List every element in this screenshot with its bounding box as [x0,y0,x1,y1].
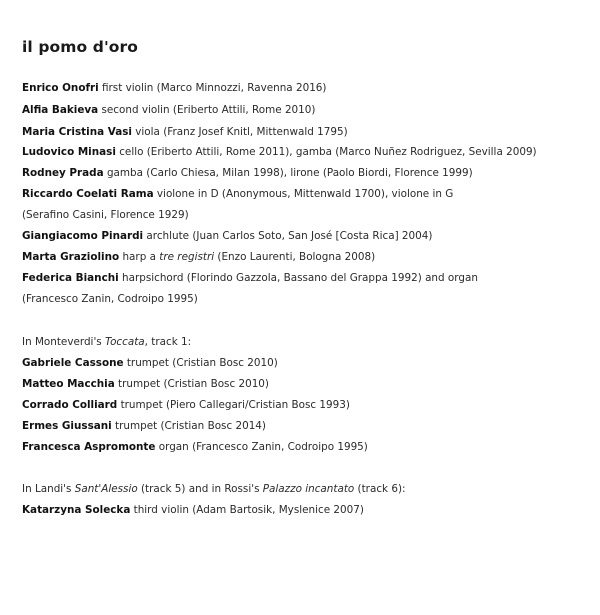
musician-detail: (Francesco Zanin, Codroipo 1995) [22,293,198,305]
musician-line [22,81,326,95]
player-line [22,440,368,454]
musician-name: Maria Cristina Vasi [22,126,132,138]
player-name: Corrado Colliard [22,399,118,411]
player-name: Ermes Giussani [22,420,112,432]
musician-detail: first violin (Marco Minnozzi, Ravenna 2016) [101,82,327,94]
player-line [22,398,350,412]
player-name: Matteo Macchia [22,378,115,390]
musician-line-continued [22,208,189,222]
musician-detail: archlute (Juan Carlos Soto, San José [Costa Rica] 2004) [146,230,433,242]
player-detail: trumpet (Cristian Bosc 2010) [118,378,269,390]
musician-line [22,229,432,243]
player-detail: third violin (Adam Bartosik, Myslenice 2007) [133,504,364,516]
musician-name: Giangiacomo Pinardi [22,230,144,242]
musician-line [22,166,473,180]
musician-detail: harpsichord (Florindo Gazzola, Bassano del Grappa 1992) and organ [122,272,478,284]
landi-intro [22,482,406,496]
musician-detail: second violin (Eriberto Attili, Rome 2010) [101,104,316,116]
player-name: Katarzyna Solecka [22,504,131,516]
musician-line [22,271,478,285]
musician-detail: cello (Eriberto Attili, Rome 2011), gamba (Marco Nuñez Rodriguez, Sevilla 2009) [119,146,537,158]
musician-detail: violone in D (Anonymous, Mittenwald 1700), violone in G [156,188,454,200]
musician-detail: gamba (Carlo Chiesa, Milan 1998), lirone (Paolo Biordi, Florence 1999) [106,167,473,179]
player-line [22,419,266,433]
player-line [22,503,364,517]
musician-line [22,103,315,117]
ensemble-title: il pomo d'oro [22,38,139,56]
musician-name: Rodney Prada [22,167,104,179]
musician-name: Marta Graziolino [22,251,120,263]
intro-text: In Monteverdi's [22,336,106,348]
work-title: Palazzo incantato [262,483,355,495]
musician-name: Riccardo Coelati Rama [22,188,154,200]
work-title: Sant'Alessio [74,483,138,495]
musician-name: Ludovico Minasi [22,146,116,158]
intro-text: (track 5) and in Rossi's [137,483,263,495]
musician-line [22,187,453,201]
musician-name: Federica Bianchi [22,272,119,284]
player-detail: organ (Francesco Zanin, Codroipo 1995) [158,441,368,453]
work-title: Toccata [105,336,145,348]
musician-detail: viola (Franz Josef Knitl, Mittenwald 1795) [135,126,348,138]
musician-line-continued [22,292,198,306]
player-detail: trumpet (Cristian Bosc 2010) [126,357,278,369]
musician-detail: (Serafino Casini, Florence 1929) [22,209,189,221]
player-line [22,356,278,370]
musician-detail: (Enzo Laurenti, Bologna 2008) [214,251,376,263]
player-line [22,377,269,391]
player-name: Gabriele Cassone [22,357,124,369]
musician-name: Enrico Onofri [22,82,99,94]
musician-detail: harp a [122,251,160,263]
musician-line [22,125,348,139]
musician-line [22,250,375,264]
intro-text: , track 1: [144,336,192,348]
toccata-intro [22,335,191,349]
player-detail: trumpet (Piero Callegari/Cristian Bosc 1993) [120,399,350,411]
player-detail: trumpet (Cristian Bosc 2014) [115,420,266,432]
musician-detail-italic: tre registri [159,251,215,263]
intro-text: (track 6): [354,483,406,495]
player-name: Francesca Aspromonte [22,441,156,453]
intro-text: In Landi's [22,483,75,495]
musician-line [22,145,537,159]
musician-name: Alfia Bakieva [22,104,99,116]
